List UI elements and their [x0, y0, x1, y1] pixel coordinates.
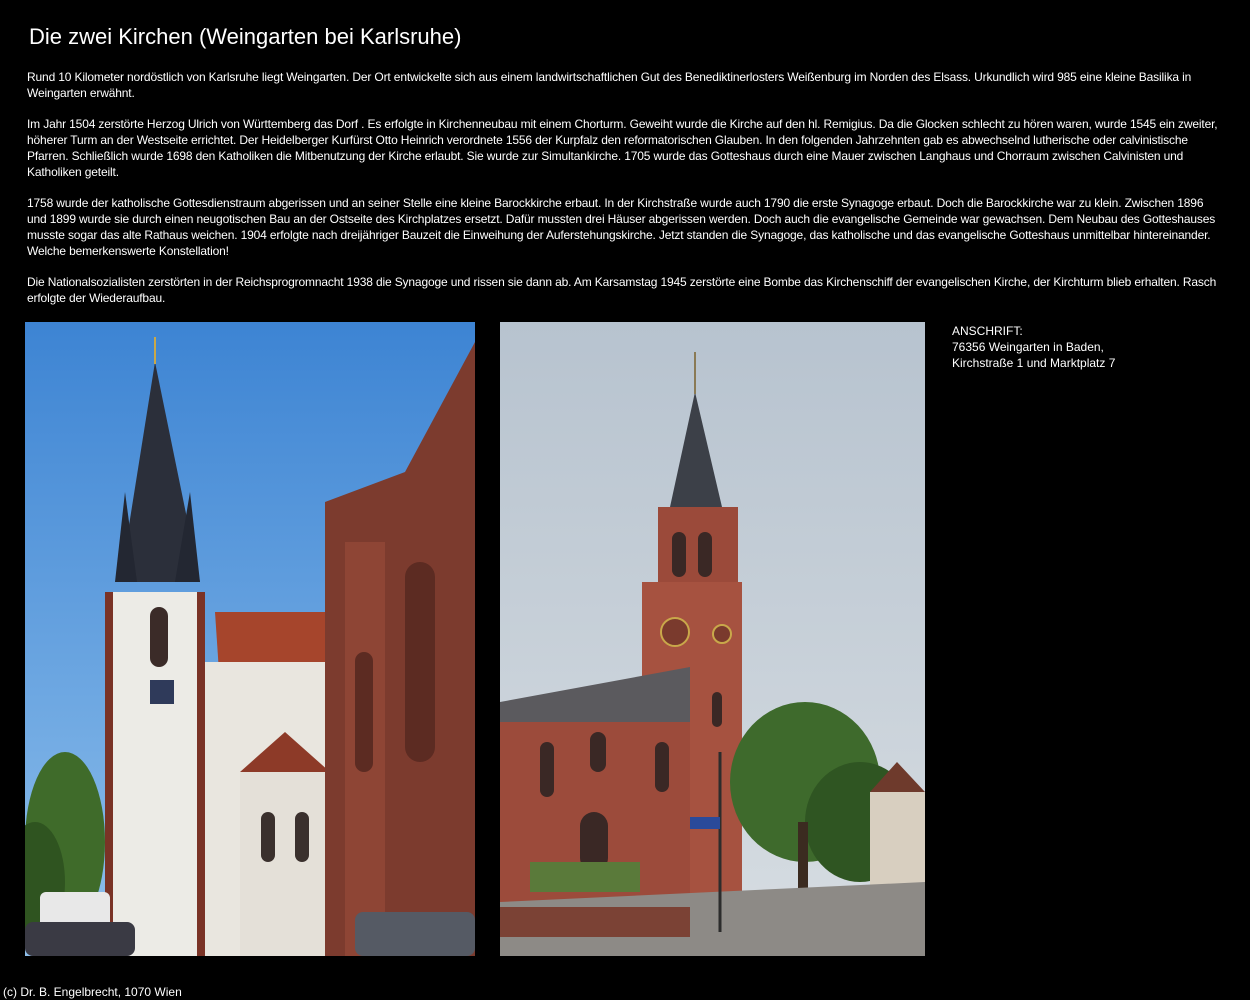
paragraph-intro: Rund 10 Kilometer nordöstlich von Karlsruhe liegt Weingarten. Der Ort entwickelte sich aus einem landwirtschaftlichen Gut des Benediktinerlosters Weißenburg im Norden des Elsass. Urkundlich wird 985 eine kleine Basilika in Weingarten erwähnt. — [27, 70, 1192, 100]
paragraph-history-1938: Die Nationalsozialisten zerstörten in der Reichsprogromnacht 1938 die Synagoge und rissen sie dann ab. Am Karsamstag 1945 zerstörte eine Bombe das Kirchenschiff der evangelischen Kirche, der Kirchturm blieb erhalten. Rasch erfolgte der Wiederaufbau. — [27, 275, 1217, 306]
paragraph-history-1504: Im Jahr 1504 zerstörte Herzog Ulrich von Württemberg das Dorf . Es erfolgte in Kirchenneubau mit einem Chorturm. Geweiht wurde die Kirche auf den hl. Remigius. Da die Glocken schlecht zu hören waren, wurde 1545 ein zweiter, höherer Turm an der Westseite errichtet. Der Heidelberger Kurfürst Otto Heinrich verordnete 1556 der Kurpfalz den reformatorischen Glauben. In den folgenden Jahrzehnten gab es abwechselnd lutherische oder calvinistische Pfarren. Schließlich wurde 1698 den Katholiken die Mitbenutzung der Kirche erlaubt. Sie wurde zur Simultankirche. 1705 wurde das Gotteshaus durch eine Mauer zwischen Langhaus und Chorraum zwischen Calvinisten und Katholiken geteilt. — [27, 117, 1218, 179]
article-text — [27, 70, 1222, 323]
address-line-2: Kirchstraße 1 und Marktplatz 7 — [952, 356, 1116, 370]
copyright-footer: (c) Dr. B. Engelbrecht, 1070 Wien — [3, 985, 182, 999]
address-line-1: 76356 Weingarten in Baden, — [952, 340, 1104, 354]
protestant-church-photo[interactable] — [500, 322, 925, 956]
catholic-church-photo[interactable] — [25, 322, 475, 956]
catholic-church-image — [25, 322, 475, 956]
address-block — [952, 323, 1115, 371]
address-label: ANSCHRIFT: — [952, 324, 1023, 338]
paragraph-history-1758: 1758 wurde der katholische Gottesdienstraum abgerissen und an seiner Stelle eine kleine Barockkirche erbaut. In der Kirchstraße wurde auch 1790 die erste Synagoge erbaut. Doch die Barockkirche war zu klein. Zwischen 1896 und 1899 wurde sie durch einen neugotischen Bau an der Ostseite des Kirchplatzes ersetzt. Dafür mussten drei Häuser abgerissen werden. Doch auch die evangelische Gemeinde war gewachsen. Dem Neubau des Gotteshauses musste sogar das alte Rathaus weichen. 1904 erfolgte nach dreijähriger Bauzeit die Einweihung der Auferstehungskirche. Jetzt standen die Synagoge, das katholische und das evangelische Gotteshaus unmittelbar hintereinander. Welche bemerkenswerte Konstellation! — [27, 196, 1216, 258]
page-title: Die zwei Kirchen (Weingarten bei Karlsruhe) — [29, 24, 462, 49]
protestant-church-image — [500, 322, 925, 956]
